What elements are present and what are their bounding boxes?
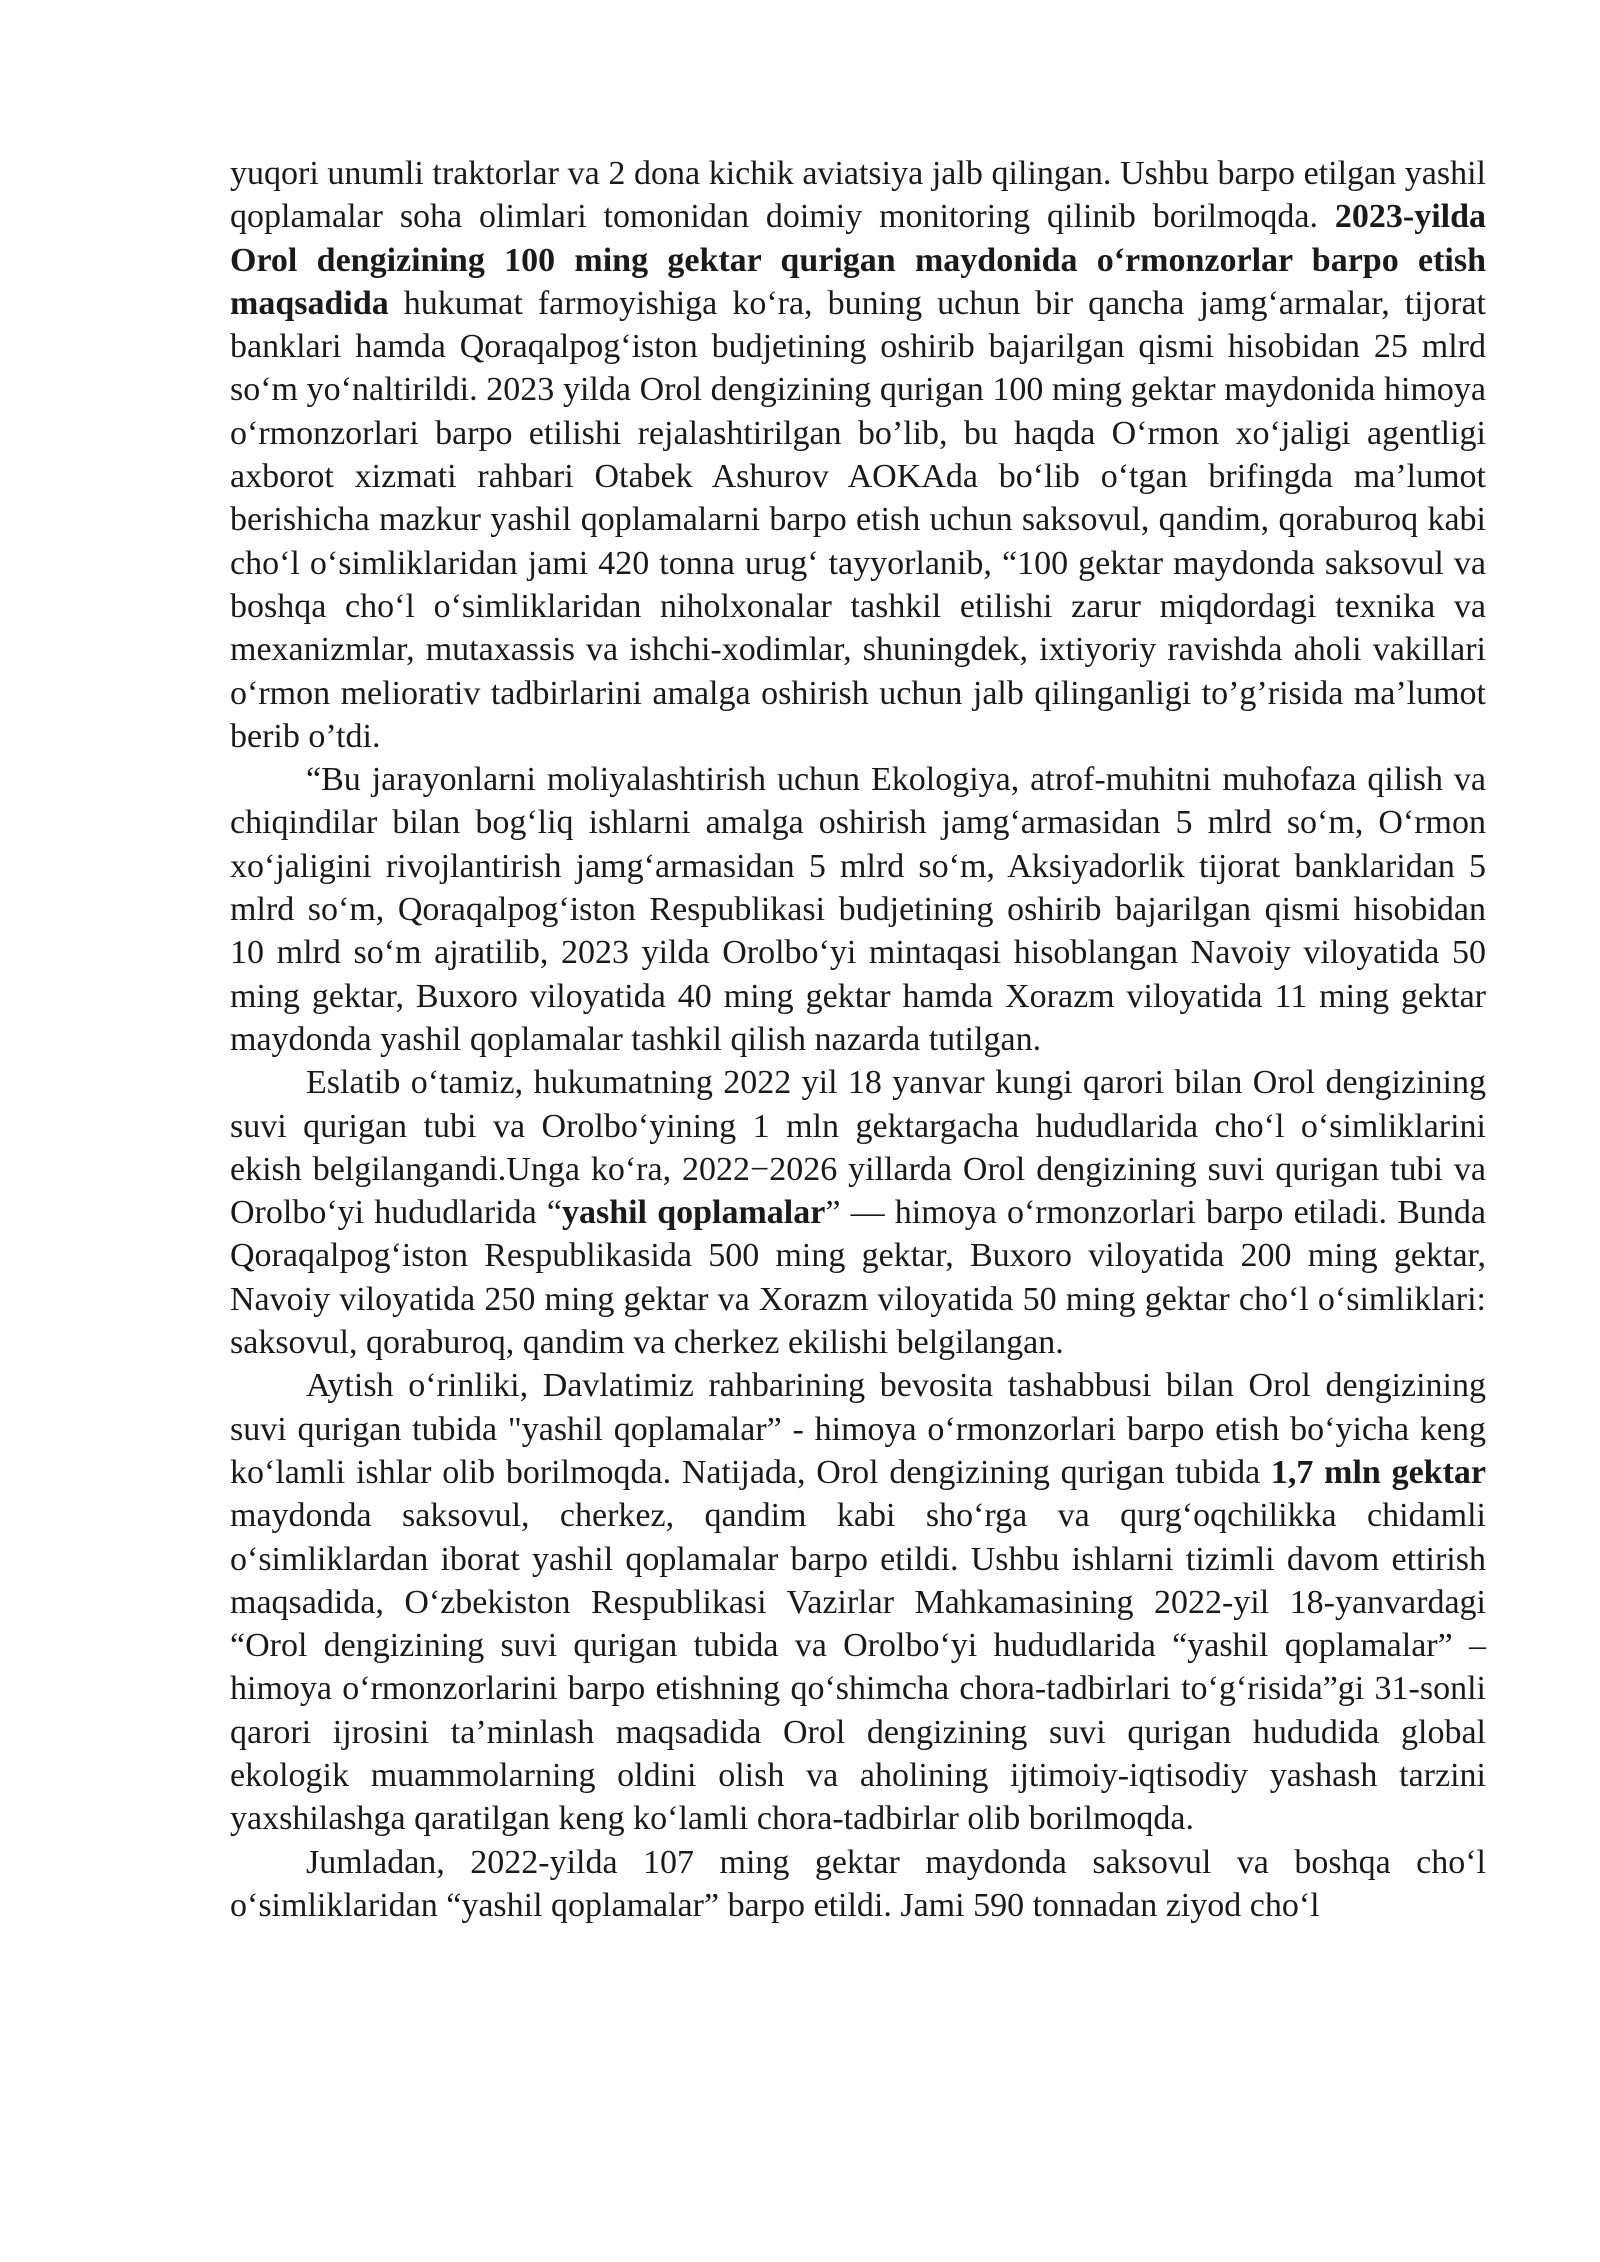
paragraph-3 [230, 1061, 1486, 1364]
paragraph-4-text-cont: maydonda saksovul, cherkez, qandim kabi sho‘rga va qurg‘oqchilikka chidamli o‘simliklardan iborat yashil qoplamalar barpo etildi. Ushbu ishlarni tizimli davom ettirish maqsadida, O‘zbekiston Respublikasi Vazirlar Mahkamasining 2022-yil 18-yanvardagi “Orol dengizining suvi qurigan tubida va Orolbo‘yi hududlarida “yashil qoplamalar” – himoya o‘rmonzorlarini barpo etishning qo‘shimcha chora-tadbirlari to‘g‘risida”gi 31-sonli qarori ijrosini ta’minlash maqsadida Orol dengizining suvi qurigan hududida global ekologik muammolarning oldini olish va aholining ijtimoiy-iqtisodiy yashash tarzini yaxshilashga qaratilgan keng ko‘lamli chora-tadbirlar olib borilmoqda. [230, 1497, 1486, 1838]
paragraph-4 [230, 1364, 1486, 1840]
paragraph-3-text: Eslatib o‘tamiz, hukumatning 2022 yil 18 yanvar kungi qarori bilan Orol dengizining suvi qurigan tubi va Orolbo‘yining 1 mln gektargacha hududlarida cho‘l o‘simliklarini ekish belgilangandi.Unga ko‘ra, 2022−2026 yillarda Orol dengizining suvi qurigan tubi va Orolbo‘yi hududlarida “ [230, 1064, 1486, 1232]
paragraph-3-text-cont: ” — himoya o‘rmonzorlari barpo etiladi. Bunda Qoraqalpog‘iston Respublikasida 500 ming gektar, Buxoro viloyatida 200 ming gektar, Navoiy viloyatida 250 ming gektar va Xorazm viloyatida 50 ming gektar cho‘l o‘simliklari: saksovul, qoraburoq, qandim va cherkez ekilishi belgilangan. [230, 1194, 1486, 1362]
paragraph-2 [230, 758, 1486, 1061]
paragraph-3-bold-phrase: yashil qoplamalar [561, 1194, 826, 1232]
paragraph-1-text: yuqori unumli traktorlar va 2 dona kichik aviatsiya jalb qilingan. Ushbu barpo etilgan yashil qoplamalar soha olimlari tomonidan doimiy monitoring qilinib borilmoqda. [230, 155, 1486, 236]
paragraph-1 [230, 152, 1486, 758]
paragraph-5-text: Jumladan, 2022-yilda 107 ming gektar maydonda saksovul va boshqa cho‘l o‘simliklaridan “yashil qoplamalar” barpo etildi. Jami 590 tonnadan ziyod cho‘l [230, 1843, 1486, 1924]
paragraph-4-text: Aytish o‘rinliki, Davlatimiz rahbarining bevosita tashabbusi bilan Orol dengizining suvi qurigan tubida "yashil qoplamalar” - himoya o‘rmonzorlari barpo etish bo‘yicha keng ko‘lamli ishlar olib borilmoqda. Natijada, Orol dengizining qurigan tubida [230, 1367, 1486, 1491]
paragraph-1-text-cont: hukumat farmoyishiga ko‘ra, buning uchun bir qancha jamg‘armalar, tijorat banklari hamda Qoraqalpog‘iston budjetining oshirib bajarilgan qismi hisobidan 25 mlrd so‘m yo‘naltirildi. 2023 yilda Orol dengizining qurigan 100 ming gektar maydonida himoya o‘rmonzorlari barpo etilishi rejalashtirilgan bo’lib, bu haqda O‘rmon xo‘jaligi agentligi axborot xizmati rahbari Otabek Ashurov AOKAda bo‘lib o‘tgan brifingda ma’lumot berishicha mazkur yashil qoplamalarni barpo etish uchun saksovul, qandim, qoraburoq kabi cho‘l o‘simliklaridan jami 420 tonna urug‘ tayyorlanib, “100 gektar maydonda saksovul va boshqa cho‘l o‘simliklaridan niholxonalar tashkil etilishi zarur miqdordagi texnika va mexanizmlar, mutaxassis va ishchi-xodimlar, shuningdek, ixtiyoriy ravishda aholi vakillari o‘rmon meliorativ tadbirlarini amalga oshirish uchun jalb qilinganligi to’g’risida ma’lumot berib o’tdi. [230, 284, 1486, 755]
paragraph-1-bold-phrase: 2023-yilda Orol dengizining 100 ming gektar qurigan maydonida o‘rmonzorlar barpo etish maqsadida [230, 198, 1486, 322]
paragraph-2-text: “Bu jarayonlarni moliyalashtirish uchun Ekologiya, atrof-muhitni muhofaza qilish va chiqindilar bilan bog‘liq ishlarni amalga oshirish jamg‘armasidan 5 mlrd so‘m, O‘rmon xo‘jaligini rivojlantirish jamg‘armasidan 5 mlrd so‘m, Aksiyadorlik tijorat banklaridan 5 mlrd so‘m, Qoraqalpog‘iston Respublikasi budjetining oshirib bajarilgan qismi hisobidan 10 mlrd so‘m ajratilib, 2023 yilda Orolbo‘yi mintaqasi hisoblangan Navoiy viloyatida 50 ming gektar, Buxoro viloyatida 40 ming gektar hamda Xorazm viloyatida 11 ming gektar maydonda yashil qoplamalar tashkil qilish nazarda tutilgan. [230, 761, 1486, 1058]
document-body [230, 152, 1486, 1927]
paragraph-4-bold-phrase: 1,7 mln gektar [1270, 1453, 1486, 1491]
paragraph-5 [230, 1841, 1486, 1928]
